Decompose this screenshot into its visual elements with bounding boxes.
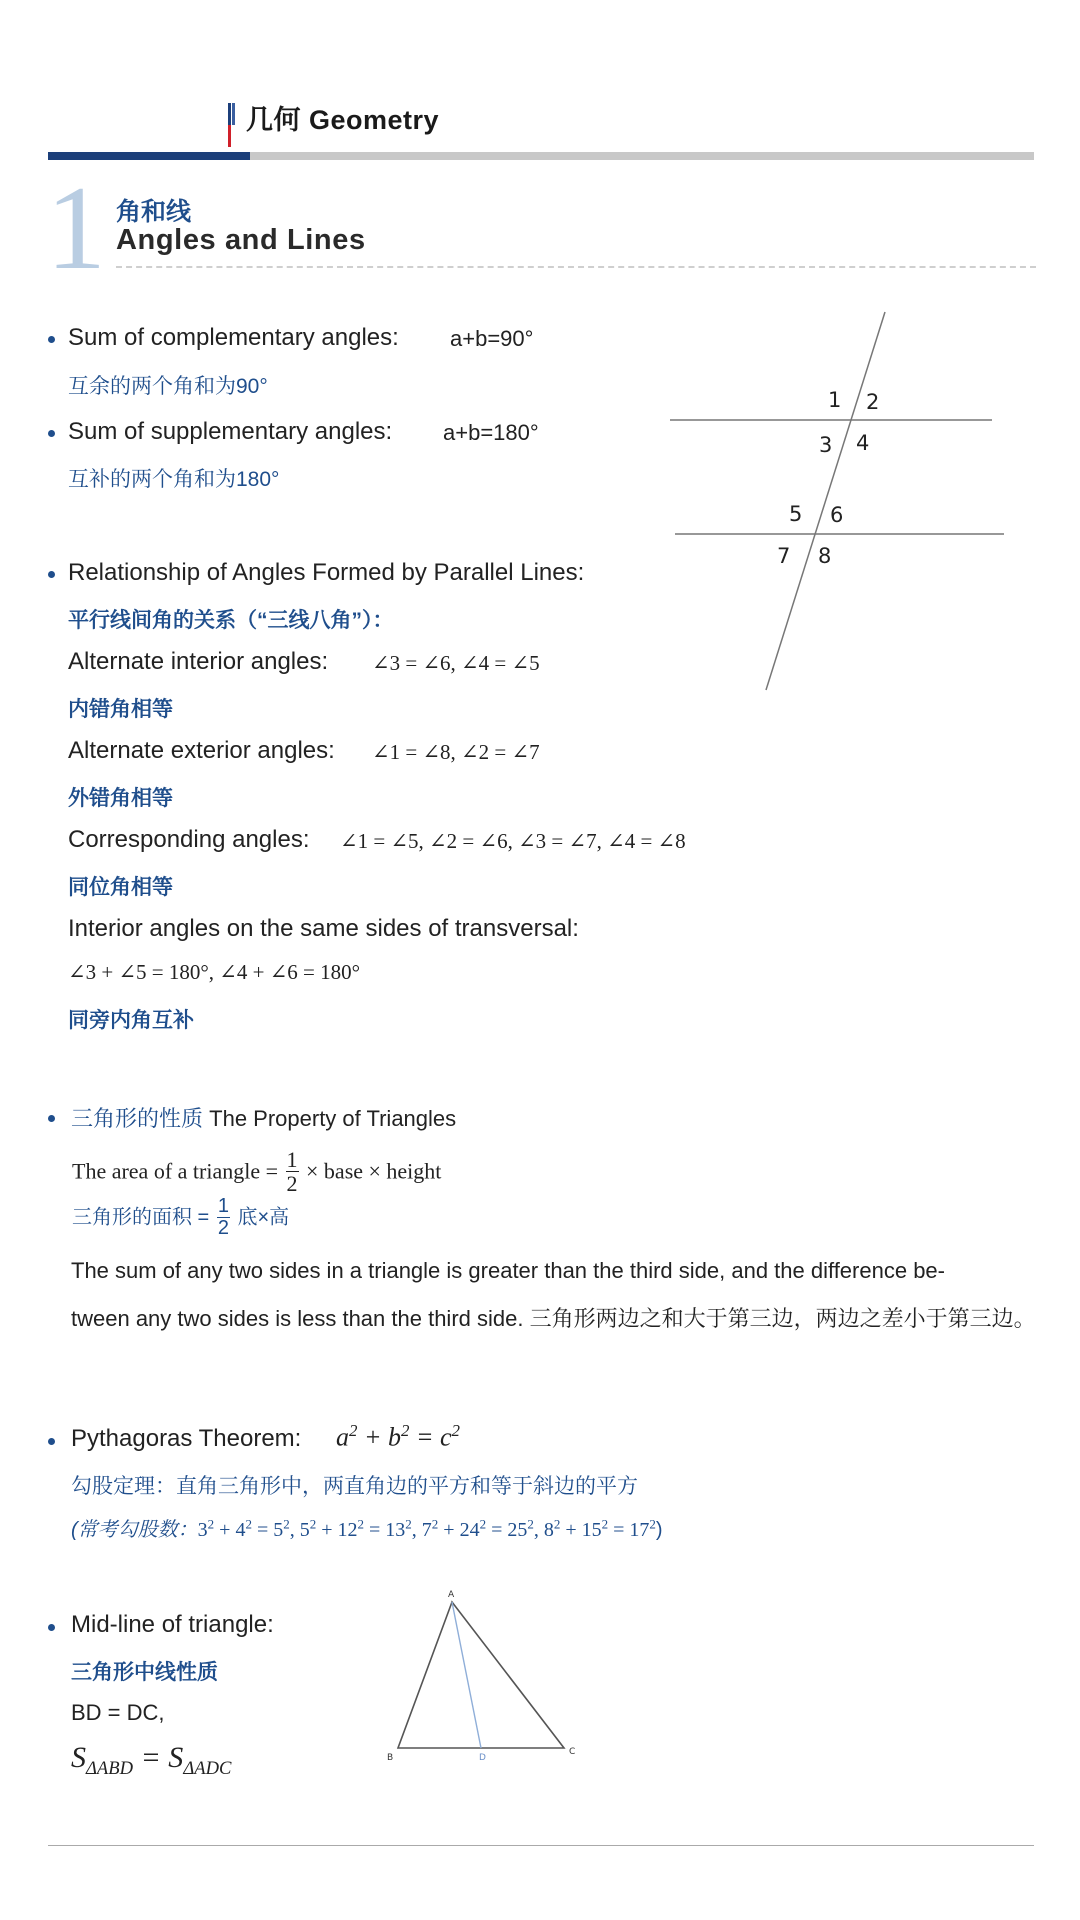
same-side-label: Interior angles on the same sides of transversal: bbox=[68, 915, 579, 942]
angle-label-4: 4 bbox=[856, 431, 870, 455]
header-rule-accent bbox=[48, 152, 250, 160]
bullet-icon bbox=[48, 1438, 55, 1445]
bullet-icon bbox=[48, 430, 55, 437]
parallel-label: Relationship of Angles Formed by Parallel Lines: bbox=[68, 559, 585, 586]
triangle-sides-line-1: The sum of any two sides in a triangle is greater than the third side, and the difference be- bbox=[71, 1258, 945, 1283]
header-mark-icon bbox=[228, 103, 239, 125]
corresponding-cn: 同位角相等 bbox=[68, 876, 173, 899]
area-cn-prefix: 三角形的面积 = bbox=[72, 1206, 210, 1229]
pythagoras-common-triples bbox=[71, 1513, 663, 1542]
area-fraction bbox=[286, 1148, 299, 1195]
parallel-cn: 平行线间角的关系（“三线八角”）： bbox=[68, 609, 394, 632]
same-side-formula: ∠3 + ∠5 = 180°, ∠4 + ∠6 = 180° bbox=[68, 960, 361, 984]
angle-label-7: 7 bbox=[777, 544, 791, 568]
common-triples-prefix: (常考勾股数： bbox=[71, 1519, 198, 1541]
corresponding-formula: ∠1 = ∠5, ∠2 = ∠6, ∠3 = ∠7, ∠4 = ∠8 bbox=[340, 829, 686, 853]
corresponding-label: Corresponding angles: bbox=[68, 826, 310, 853]
triangles-title-cn: 三角形的性质 bbox=[71, 1106, 204, 1131]
section-number: 1 bbox=[46, 161, 106, 294]
angle-label-3: 3 bbox=[819, 433, 833, 457]
area-cn-fraction bbox=[217, 1196, 230, 1239]
area-fraction-denominator: 2 bbox=[286, 1171, 298, 1197]
transversal-line bbox=[766, 312, 885, 690]
pythagoras-formula: $a^2 + b^2 = c^2$ bbox=[336, 1421, 460, 1452]
vertex-label-c: C bbox=[569, 1747, 576, 1757]
pythagoras-cn: 勾股定理：直角三角形中，两直角边的平方和等于斜边的平方 bbox=[71, 1475, 638, 1498]
alt-interior-formula: ∠3 = ∠6, ∠4 = ∠5 bbox=[372, 651, 540, 675]
alt-exterior-label: Alternate exterior angles: bbox=[68, 737, 335, 764]
triangles-title-en: The Property of Triangles bbox=[209, 1106, 457, 1131]
triangles-heading bbox=[71, 1102, 456, 1133]
midline-triangle-diagram bbox=[380, 1582, 600, 1772]
supplementary-formula: a+b=180° bbox=[443, 420, 539, 445]
pythagoras-label: Pythagoras Theorem: bbox=[71, 1425, 302, 1452]
footer-rule bbox=[48, 1845, 1034, 1846]
area-formula-prefix: The area of a triangle = bbox=[72, 1158, 279, 1184]
parallel-lines-diagram bbox=[660, 300, 1020, 700]
vertex-label-b: B bbox=[387, 1753, 394, 1763]
bullet-icon bbox=[48, 1115, 55, 1122]
triangle-abc bbox=[398, 1602, 564, 1748]
complementary-cn: 互余的两个角和为90° bbox=[68, 375, 268, 398]
alt-exterior-formula: ∠1 = ∠8, ∠2 = ∠7 bbox=[372, 740, 540, 764]
common-triples-suffix: ) bbox=[655, 1519, 663, 1541]
midline-area-formula: $S_{\Delta ABD} = S_{\Delta ADC}$ bbox=[71, 1741, 232, 1779]
alt-exterior-cn: 外错角相等 bbox=[68, 787, 173, 810]
triangle-sides-line-2: tween any two sides is less than the third side. 三角形两边之和大于第三边，两边之差小于第三边。 bbox=[71, 1306, 1036, 1331]
mark-stripe-red bbox=[228, 125, 231, 147]
section-title-en: Angles and Lines bbox=[116, 224, 366, 256]
area-cn-fraction-numerator: 1 bbox=[217, 1195, 229, 1217]
supplementary-cn: 互补的两个角和为180° bbox=[68, 468, 280, 491]
mark-stripe-blue bbox=[232, 103, 235, 125]
same-side-cn: 同旁内角互补 bbox=[68, 1009, 194, 1032]
midline-label: Mid-line of triangle: bbox=[71, 1611, 274, 1638]
header-title: 几何 Geometry bbox=[246, 105, 440, 135]
bullet-icon bbox=[48, 336, 55, 343]
midline-equation: BD = DC, bbox=[71, 1700, 165, 1725]
area-formula-suffix: × base × height bbox=[306, 1158, 442, 1184]
alt-interior-label: Alternate interior angles: bbox=[68, 648, 329, 675]
angle-label-2: 2 bbox=[866, 390, 880, 414]
mark-stripe-navy bbox=[228, 103, 231, 125]
angle-label-8: 8 bbox=[818, 544, 832, 568]
bullet-icon bbox=[48, 571, 55, 578]
complementary-label: Sum of complementary angles: bbox=[68, 324, 399, 351]
area-cn-suffix: 底×高 bbox=[237, 1206, 290, 1229]
median-ad bbox=[452, 1602, 481, 1748]
section-divider bbox=[116, 266, 1036, 268]
angle-label-6: 6 bbox=[830, 503, 844, 527]
supplementary-label: Sum of supplementary angles: bbox=[68, 418, 393, 445]
vertex-label-d: D bbox=[479, 1753, 486, 1763]
common-triples-list: $3^2 + 4^2 = 5^2$, $5^2 + 12^2 = 13^2$, $7^2 + 24^2 = 25^2$, $8^2 + 15^2 = 17^2$ bbox=[197, 1516, 656, 1541]
midline-cn: 三角形中线性质 bbox=[71, 1661, 218, 1684]
section-title-cn: 角和线 bbox=[116, 198, 192, 226]
vertex-label-a: A bbox=[448, 1590, 455, 1600]
complementary-formula: a+b=90° bbox=[450, 326, 534, 351]
area-fraction-numerator: 1 bbox=[286, 1147, 298, 1172]
area-cn-fraction-denominator: 2 bbox=[217, 1217, 229, 1239]
triangle-area-cn bbox=[72, 1196, 289, 1239]
angle-label-1: 1 bbox=[828, 388, 842, 412]
bullet-icon bbox=[48, 1624, 55, 1631]
alt-interior-cn: 内错角相等 bbox=[68, 698, 173, 721]
triangle-area-formula bbox=[72, 1148, 441, 1195]
angle-label-5: 5 bbox=[789, 502, 803, 526]
